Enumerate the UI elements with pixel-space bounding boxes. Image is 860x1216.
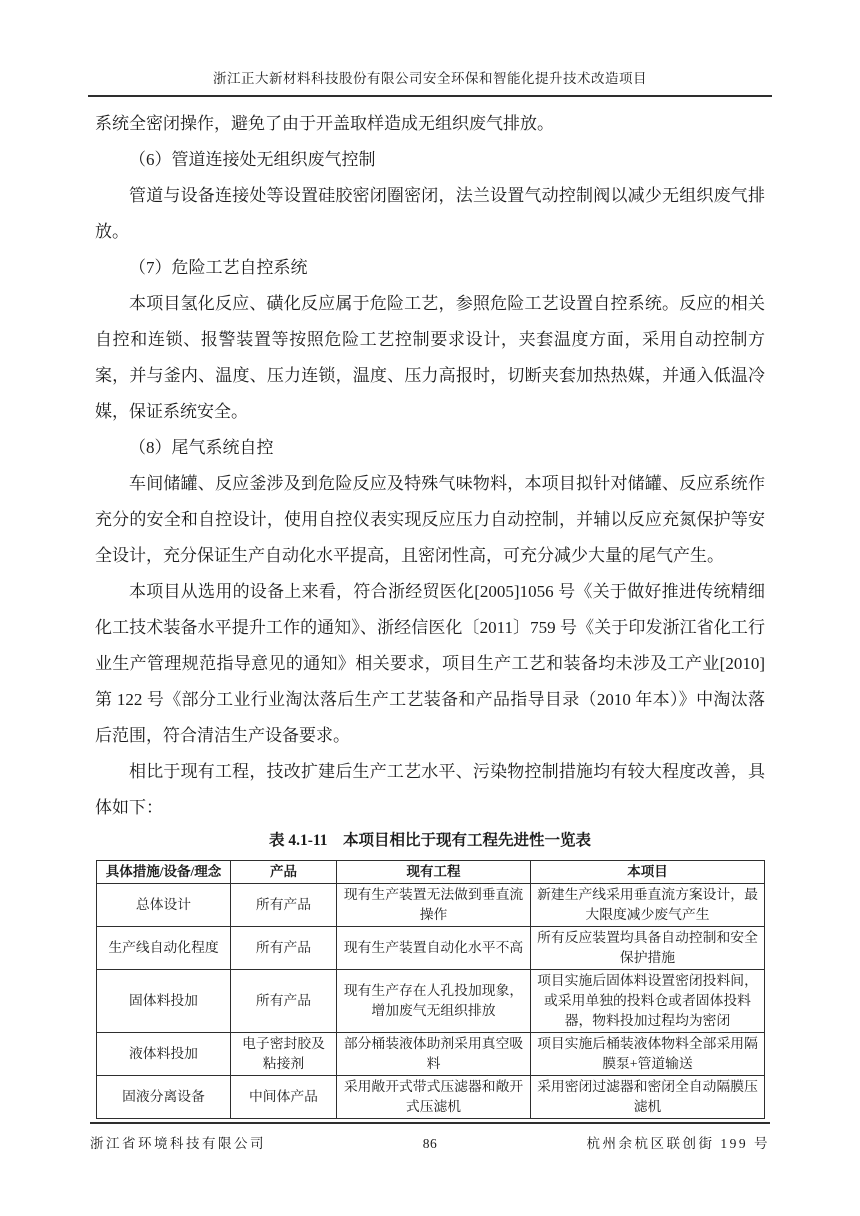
comparison-table-body <box>97 884 765 1119</box>
footer-address: 杭州余杭区联创街 199 号 <box>586 1136 770 1151</box>
paragraph: 系统全密闭操作，避免了由于开盖取样造成无组织废气排放。 <box>95 114 554 133</box>
table-cell: 固体料投加 <box>97 970 231 1033</box>
table-header-cell: 现有工程 <box>337 861 531 884</box>
paragraph: （6）管道连接处无组织废气控制 <box>129 150 376 169</box>
paragraph: （8）尾气系统自控 <box>129 438 274 457</box>
table-cell: 项目实施后桶装液体物料全部采用隔膜泵+管道输送 <box>531 1033 765 1076</box>
paragraph: 车间储罐、反应釜涉及到危险反应及特殊气味物料，本项目拟针对储罐、反应系统作充分的安全和自控设计，使用自控仪表实现反应压力自动控制，并辅以反应充氮保护等安全设计，充分保证生产自动化水平提高，且密闭性高，可充分减少大量的尾气产生。 <box>95 474 765 565</box>
table-header-cell: 本项目 <box>531 861 765 884</box>
header-title: 浙江正大新材料科技股份有限公司安全环保和智能化提升技术改造项目 <box>213 71 647 86</box>
paragraph: 本项目氢化反应、磺化反应属于危险工艺，参照危险工艺设置自控系统。反应的相关自控和连锁、报警装置等按照危险工艺控制要求设计，夹套温度方面，采用自动控制方案，并与釜内、温度、压力连锁，温度、压力高报时，切断夹套加热热媒，并通入低温冷媒，保证系统安全。 <box>95 294 765 421</box>
table-row <box>97 970 765 1033</box>
paragraph: 管道与设备连接处等设置硅胶密闭圈密闭，法兰设置气动控制阀以减少无组织废气排放。 <box>95 186 765 241</box>
table-cell: 现有生产存在人孔投加现象，增加废气无组织排放 <box>337 970 531 1033</box>
page-number: 86 <box>422 1136 438 1151</box>
table-cell: 电子密封胶及粘接剂 <box>231 1033 337 1076</box>
table-cell: 所有产品 <box>231 927 337 970</box>
table-row <box>97 1033 765 1076</box>
table-cell: 部分桶装液体助剂采用真空吸料 <box>337 1033 531 1076</box>
table-header-row <box>97 861 765 884</box>
paragraph: （7）危险工艺自控系统 <box>129 258 308 277</box>
table-cell: 项目实施后固体料设置密闭投料间，或采用单独的投料仓或者固体投料器，物料投加过程均为密闭 <box>531 970 765 1033</box>
table-cell: 现有生产装置自动化水平不高 <box>337 927 531 970</box>
table-row <box>97 1076 765 1119</box>
paragraph: 相比于现有工程，技改扩建后生产工艺水平、污染物控制措施均有较大程度改善，具体如下： <box>95 762 765 817</box>
table-cell: 采用密闭过滤器和密闭全自动隔膜压滤机 <box>531 1076 765 1119</box>
table-row <box>97 927 765 970</box>
table-cell: 现有生产装置无法做到垂直流操作 <box>337 884 531 927</box>
table-header-cell: 产品 <box>231 861 337 884</box>
table-cell: 采用敞开式带式压滤器和敞开式压滤机 <box>337 1076 531 1119</box>
table-row <box>97 884 765 927</box>
table-caption: 表 4.1-11 本项目相比于现有工程先进性一览表 <box>268 832 592 849</box>
table-cell: 所有产品 <box>231 970 337 1033</box>
page-header <box>88 70 772 97</box>
table-cell: 液体料投加 <box>97 1033 231 1076</box>
table-cell: 新建生产线采用垂直流方案设计，最大限度减少废气产生 <box>531 884 765 927</box>
table-cell: 生产线自动化程度 <box>97 927 231 970</box>
paragraph: 本项目从选用的设备上来看，符合浙经贸医化[2005]1056 号《关于做好推进传统精细化工技术装备水平提升工作的通知》、浙经信医化〔2011〕759 号《关于印发浙江省化工行业生产管理规范指导意见的通知》相关要求，项目生产工艺和装备均未涉及工产业[2010]第 122 号《部分工业行业淘汰落后生产工艺装备和产品指导目录（2010 年本）》中淘汰落后范围，符合清洁生产设备要求。 <box>95 582 765 745</box>
table-cell: 所有反应装置均具备自动控制和安全保护措施 <box>531 927 765 970</box>
table-cell: 固液分离设备 <box>97 1076 231 1119</box>
table-cell: 所有产品 <box>231 884 337 927</box>
table-cell: 中间体产品 <box>231 1076 337 1119</box>
page-footer <box>90 1122 770 1152</box>
comparison-table-head <box>97 861 765 884</box>
footer-company: 浙江省环境科技有限公司 <box>90 1136 266 1151</box>
document-body <box>95 106 765 828</box>
comparison-table <box>96 860 765 1119</box>
table-cell: 总体设计 <box>97 884 231 927</box>
table-header-cell: 具体措施/设备/理念 <box>97 861 231 884</box>
